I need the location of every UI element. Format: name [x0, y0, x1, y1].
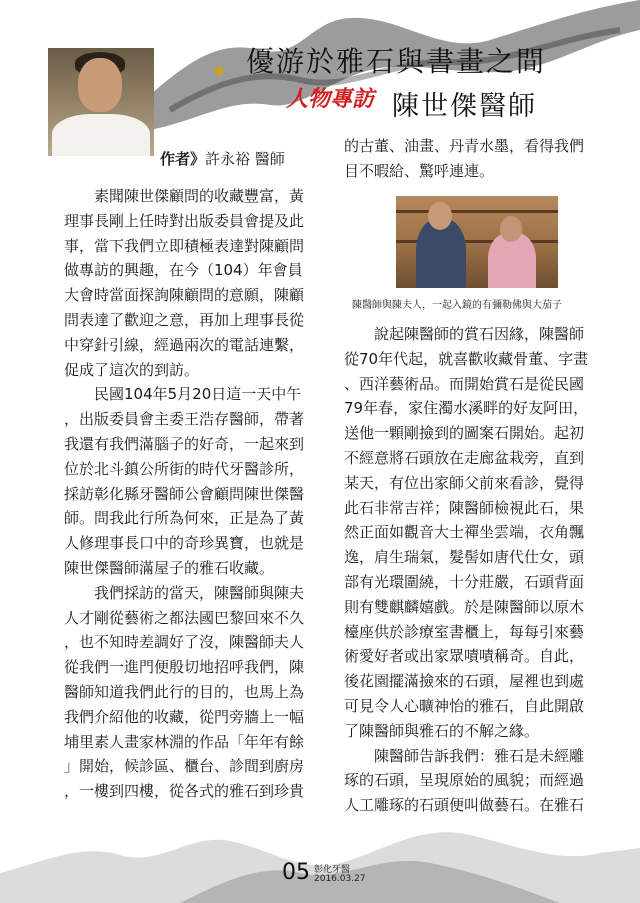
text-line: 採訪彰化縣牙醫師公會顧問陳世傑醫 [64, 484, 305, 503]
text-line: 79年春，家住濁水溪畔的好友阿田， [344, 399, 589, 418]
text-line: 大會時當面探詢陳顧問的意願，陳顧 [64, 286, 305, 305]
text-line: 檯座供於診療室書櫃上，每每引來藝 [344, 622, 585, 641]
text-line: 說起陳醫師的賞石因緣，陳醫師 [344, 325, 585, 343]
column-label: 人物專訪 [286, 86, 375, 112]
author-separator: 》 [190, 150, 206, 168]
text-line: 人修理事長口中的奇珍異寶，也就是 [64, 534, 305, 553]
page-number: 05 [282, 860, 310, 885]
text-line: 目不暇給、驚呼連連。 [344, 161, 495, 180]
text-line: 人工雕琢的石頭便叫做藝石。在雅石 [344, 796, 585, 815]
text-line: 了陳醫師與雅石的不解之緣。 [344, 721, 540, 740]
text-line: 從70年代起，就喜歡收藏骨董、字畫 [344, 349, 589, 368]
text-line: 某天，有位出家師父前來看診，覺得 [344, 473, 585, 492]
author-line [160, 148, 285, 169]
text-line: 做專訪的興趣，在今（104）年會員 [64, 261, 303, 280]
text-line: 後花園擺滿撿來的石頭，屋裡也到處 [344, 672, 585, 691]
text-line: 不經意將石頭放在走廊盆栽旁，直到 [344, 448, 585, 467]
author-portrait-photo [48, 48, 154, 156]
publication-name: 彰化牙醫 [314, 865, 351, 875]
text-line: 的古董、油畫、丹青水墨，看得我們 [344, 137, 585, 155]
text-line: 」開始，候診區、櫃台、診間到廚房 [64, 757, 305, 776]
photo-caption: 陳醫師與陳夫人，一起入鏡的有彌勒佛與大茄子 [352, 300, 562, 311]
text-line: 促成了這次的到訪。 [64, 360, 200, 379]
author-label: 作者 [160, 150, 191, 168]
text-line: 位於北斗鎮公所街的時代牙醫診所， [64, 459, 305, 478]
author-name: 許永裕 醫師 [205, 150, 285, 168]
text-line: 陳世傑醫師滿屋子的雅石收藏。 [64, 558, 275, 577]
gold-ink-accent-icon: ✦ [210, 60, 229, 85]
text-line: 陳醫師告訴我們：雅石是未經雕 [344, 746, 585, 765]
text-line: 我還有我們滿腦子的好奇，一起來到 [64, 434, 305, 453]
text-line: ，出版委員會主委王浩存醫師，帶著 [64, 410, 305, 429]
text-line: 然正面如觀音大士禪坐雲端，衣角飄 [344, 523, 585, 542]
interviewee-name: 陳世傑醫師 [392, 91, 537, 122]
text-line: ，一樓到四樓，從各式的雅石到珍貴 [64, 782, 305, 801]
text-line: 此石非常吉祥；陳醫師檢視此石，果 [344, 498, 585, 517]
text-line: 民國104年5月20日這一天中午 [64, 385, 302, 404]
text-line: 人才剛從藝術之都法國巴黎回來不久 [64, 608, 305, 627]
text-line: 素聞陳世傑顧問的收藏豐富，黃 [64, 187, 305, 205]
text-line: 、西洋藝術品。而開始賞石是從民國 [344, 374, 585, 393]
text-line: 師。問我此行所為何來，正是為了黃 [64, 509, 305, 528]
text-line: 可見令人心曠神怡的雅石，自此開啟 [344, 696, 585, 715]
text-line: 埔里素人畫家林淵的作品「年年有餘 [64, 732, 305, 751]
text-line: 我們採訪的當天，陳醫師與陳夫 [64, 583, 305, 602]
text-line: 理事長剛上任時對出版委員會提及此 [64, 211, 305, 230]
text-line: 我們介紹他的收藏，從門旁牆上一幅 [64, 707, 305, 726]
right-column-bottom [344, 322, 612, 818]
text-line: 術愛好者或出家眾嘖嘖稱奇。自此， [344, 647, 585, 666]
text-line: 逸，肩生瑞氣，髮髻如唐代仕女，頭 [344, 548, 585, 567]
article-title: 優游於雅石與書畫之間 [246, 45, 547, 78]
text-line: 醫師知道我們此行的目的，也馬上為 [64, 682, 305, 701]
text-line: ，也不知時差調好了沒，陳醫師夫人 [64, 633, 305, 652]
text-line: 琢的石頭，呈現原始的風貌；而經過 [344, 771, 585, 790]
text-line: 送他一顆剛撿到的圖案石開始。起初 [344, 424, 585, 443]
text-line: 部有光環圍繞，十分莊嚴，石頭背面 [344, 572, 585, 591]
right-column-top [344, 134, 612, 184]
publication-date: 2016.03.27 [314, 874, 366, 884]
text-line: 問表達了歡迎之意，再加上理事長從 [64, 310, 305, 329]
interview-photo [396, 196, 558, 288]
text-line: 事，當下我們立即積極表達對陳顧問 [64, 236, 305, 255]
left-column [64, 184, 326, 804]
text-line: 中穿針引線，經過兩次的電話連繫， [64, 335, 305, 354]
text-line: 從我們一進門便殷切地招呼我們，陳 [64, 658, 305, 677]
text-line: 則有雙麒麟嬉戲。於是陳醫師以原木 [344, 597, 585, 616]
